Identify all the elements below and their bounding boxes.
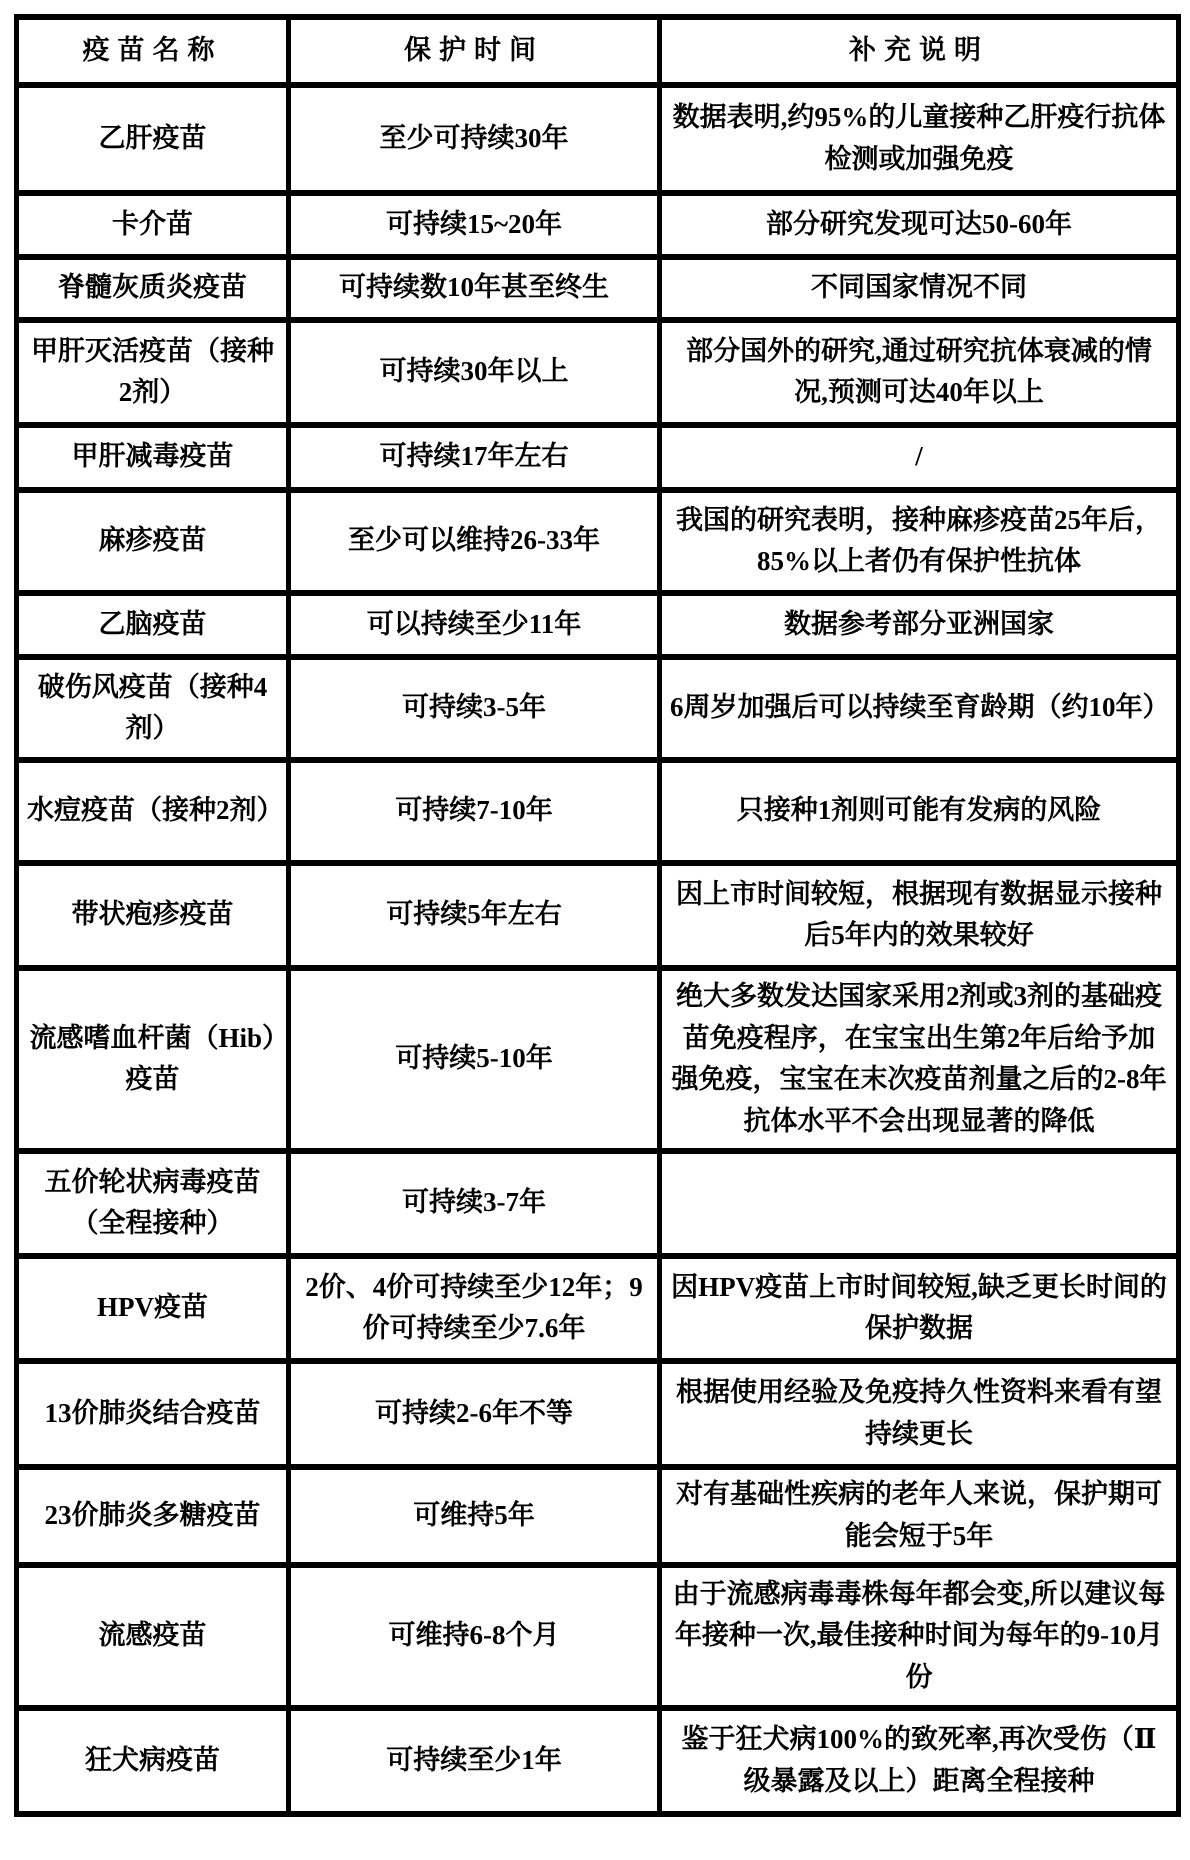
note-cell <box>660 1151 1179 1256</box>
protection-time-cell: 可持续2-6年不等 <box>289 1361 660 1467</box>
note-cell: 因上市时间较短，根据现有数据显示接种后5年内的效果较好 <box>660 863 1179 968</box>
table-row <box>17 968 1179 1151</box>
note-cell: 部分国外的研究,通过研究抗体衰减的情况,预测可达40年以上 <box>660 320 1179 425</box>
table-row <box>17 1256 1179 1361</box>
protection-time-cell: 2价、4价可持续至少12年；9价可持续至少7.6年 <box>289 1256 660 1361</box>
protection-time-cell: 可持续15~20年 <box>289 193 660 257</box>
protection-time-cell: 可持续5-10年 <box>289 968 660 1151</box>
column-header-vaccine-name: 疫苗名称 <box>17 17 289 85</box>
protection-time-cell: 至少可持续30年 <box>289 85 660 193</box>
table-row <box>17 1565 1179 1708</box>
vaccine-name-cell: 带状疱疹疫苗 <box>17 863 289 968</box>
vaccine-name-cell: 甲肝灭活疫苗（接种2剂） <box>17 320 289 425</box>
table-row <box>17 490 1179 593</box>
table-row <box>17 1151 1179 1256</box>
note-cell: 数据参考部分亚洲国家 <box>660 593 1179 657</box>
vaccine-name-cell: 麻疹疫苗 <box>17 490 289 593</box>
table-row <box>17 425 1179 490</box>
table-row <box>17 320 1179 425</box>
note-cell: 只接种1剂则可能有发病的风险 <box>660 760 1179 863</box>
table-row <box>17 863 1179 968</box>
vaccine-name-cell: 卡介苗 <box>17 193 289 257</box>
protection-time-cell: 可持续17年左右 <box>289 425 660 490</box>
protection-time-cell: 至少可以维持26-33年 <box>289 490 660 593</box>
note-cell: 因HPV疫苗上市时间较短,缺乏更长时间的保护数据 <box>660 1256 1179 1361</box>
table-row <box>17 657 1179 760</box>
column-header-protection-time: 保护时间 <box>289 17 660 85</box>
vaccine-name-cell: 水痘疫苗（接种2剂） <box>17 760 289 863</box>
vaccine-name-cell: HPV疫苗 <box>17 1256 289 1361</box>
table-row <box>17 85 1179 193</box>
vaccine-protection-table <box>14 14 1181 1817</box>
column-header-supplementary-note: 补充说明 <box>660 17 1179 85</box>
vaccine-name-cell: 狂犬病疫苗 <box>17 1708 289 1814</box>
protection-time-cell: 可持续3-7年 <box>289 1151 660 1256</box>
note-cell: 数据表明,约95%的儿童接种乙肝疫行抗体检测或加强免疫 <box>660 85 1179 193</box>
note-cell: 不同国家情况不同 <box>660 257 1179 320</box>
vaccine-name-cell: 乙肝疫苗 <box>17 85 289 193</box>
vaccine-name-cell: 流感嗜血杆菌（Hib）疫苗 <box>17 968 289 1151</box>
protection-time-cell: 可以持续至少11年 <box>289 593 660 657</box>
vaccine-name-cell: 五价轮状病毒疫苗（全程接种） <box>17 1151 289 1256</box>
table-row <box>17 257 1179 320</box>
protection-time-cell: 可持续30年以上 <box>289 320 660 425</box>
note-cell: 部分研究发现可达50-60年 <box>660 193 1179 257</box>
vaccine-name-cell: 脊髓灰质炎疫苗 <box>17 257 289 320</box>
protection-time-cell: 可持续至少1年 <box>289 1708 660 1814</box>
note-cell: / <box>660 425 1179 490</box>
note-cell: 我国的研究表明，接种麻疹疫苗25年后，85%以上者仍有保护性抗体 <box>660 490 1179 593</box>
vaccine-name-cell: 乙脑疫苗 <box>17 593 289 657</box>
vaccine-name-cell: 23价肺炎多糖疫苗 <box>17 1467 289 1565</box>
protection-time-cell: 可持续7-10年 <box>289 760 660 863</box>
header-row <box>17 17 1179 85</box>
table-row <box>17 193 1179 257</box>
table-row <box>17 1467 1179 1565</box>
vaccine-name-cell: 甲肝减毒疫苗 <box>17 425 289 490</box>
table-row <box>17 1708 1179 1814</box>
protection-time-cell: 可维持5年 <box>289 1467 660 1565</box>
protection-time-cell: 可持续数10年甚至终生 <box>289 257 660 320</box>
note-cell: 对有基础性疾病的老年人来说，保护期可能会短于5年 <box>660 1467 1179 1565</box>
table-row <box>17 1361 1179 1467</box>
note-cell: 鉴于狂犬病100%的致死率,再次受伤（Ⅱ级暴露及以上）距离全程接种 <box>660 1708 1179 1814</box>
note-cell: 绝大多数发达国家采用2剂或3剂的基础疫苗免疫程序，在宝宝出生第2年后给予加强免疫，宝宝在末次疫苗剂量之后的2-8年抗体水平不会出现显著的降低 <box>660 968 1179 1151</box>
protection-time-cell: 可持续3-5年 <box>289 657 660 760</box>
protection-time-cell: 可维持6-8个月 <box>289 1565 660 1708</box>
note-cell: 6周岁加强后可以持续至育龄期（约10年） <box>660 657 1179 760</box>
note-cell: 由于流感病毒毒株每年都会变,所以建议每年接种一次,最佳接种时间为每年的9-10月份 <box>660 1565 1179 1708</box>
note-cell: 根据使用经验及免疫持久性资料来看有望持续更长 <box>660 1361 1179 1467</box>
vaccine-name-cell: 破伤风疫苗（接种4剂） <box>17 657 289 760</box>
vaccine-name-cell: 13价肺炎结合疫苗 <box>17 1361 289 1467</box>
protection-time-cell: 可持续5年左右 <box>289 863 660 968</box>
vaccine-name-cell: 流感疫苗 <box>17 1565 289 1708</box>
table-row <box>17 760 1179 863</box>
table-row <box>17 593 1179 657</box>
